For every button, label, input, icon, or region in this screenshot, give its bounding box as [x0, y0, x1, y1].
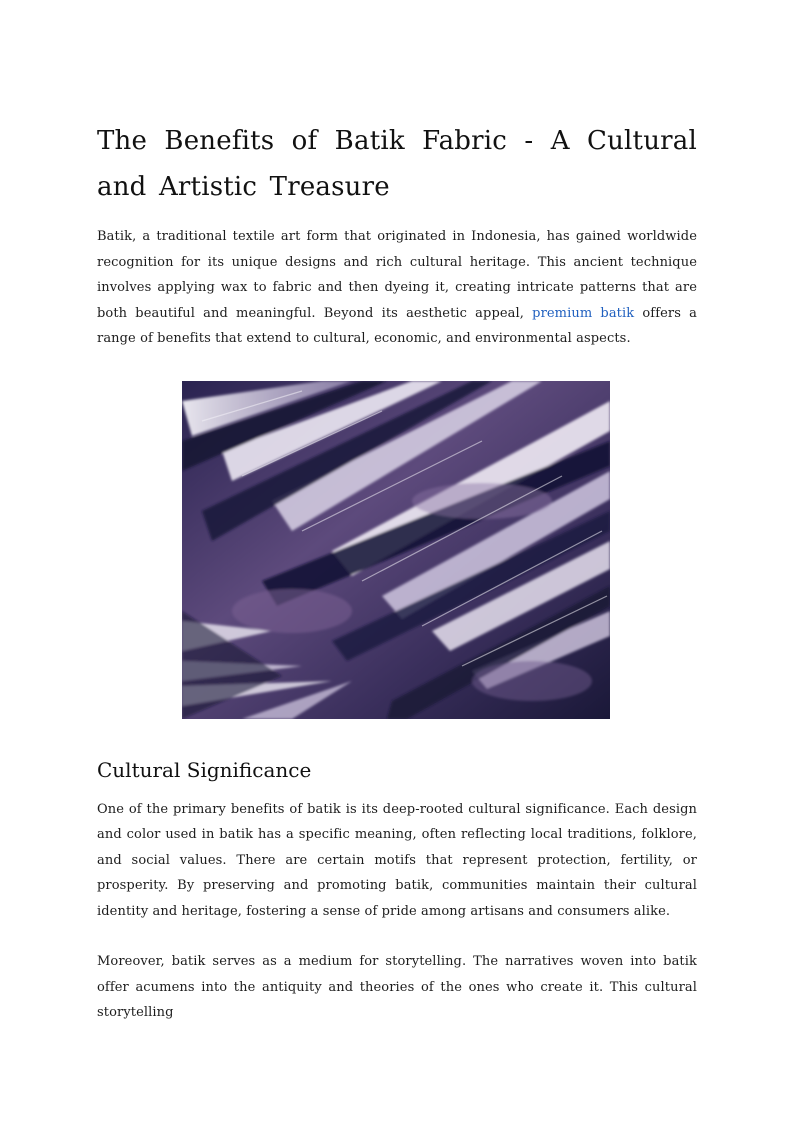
batik-pattern-illustration: [182, 381, 610, 719]
section-heading-cultural-significance: Cultural Significance: [97, 757, 312, 782]
intro-text-after-link: offers a range of benefits that extend to cultural, economic, and environmental aspects.: [97, 305, 697, 346]
intro-text-before-link: Batik, a traditional textile art form that originated in Indonesia, has gained worldwide recognition for its unique designs and rich cultural heritage. This ancient technique involves applying wax to fabric and then dyeing it, creating intricate patterns that are both beautiful and meaningful. Beyond its aesthetic appeal,: [97, 229, 697, 321]
article-title: The Benefits of Batik Fabric - A Cultural and Artistic Treasure: [97, 126, 697, 202]
paragraph-cultural-significance: One of the primary benefits of batik is its deep-rooted cultural significance. Each design and color used in batik has a specific meaning, often reflecting local traditions, folklore, and social values. There are certain motifs that represent protection, fertility, or prosperity. By preserving and promoting batik, communities maintain their cultural identity and heritage, fostering a sense of pride among artisans and consumers alike.: [97, 801, 697, 919]
paragraph-storytelling: Moreover, batik serves as a medium for storytelling. The narratives woven into batik offer acumens into the antiquity and theories of the ones who create it. This cultural storytelling: [97, 954, 697, 1020]
intro-paragraph: [97, 224, 697, 352]
document-page: [97, 118, 697, 1026]
batik-fabric-image: [182, 381, 610, 719]
premium-batik-link[interactable]: premium batik: [532, 305, 635, 321]
